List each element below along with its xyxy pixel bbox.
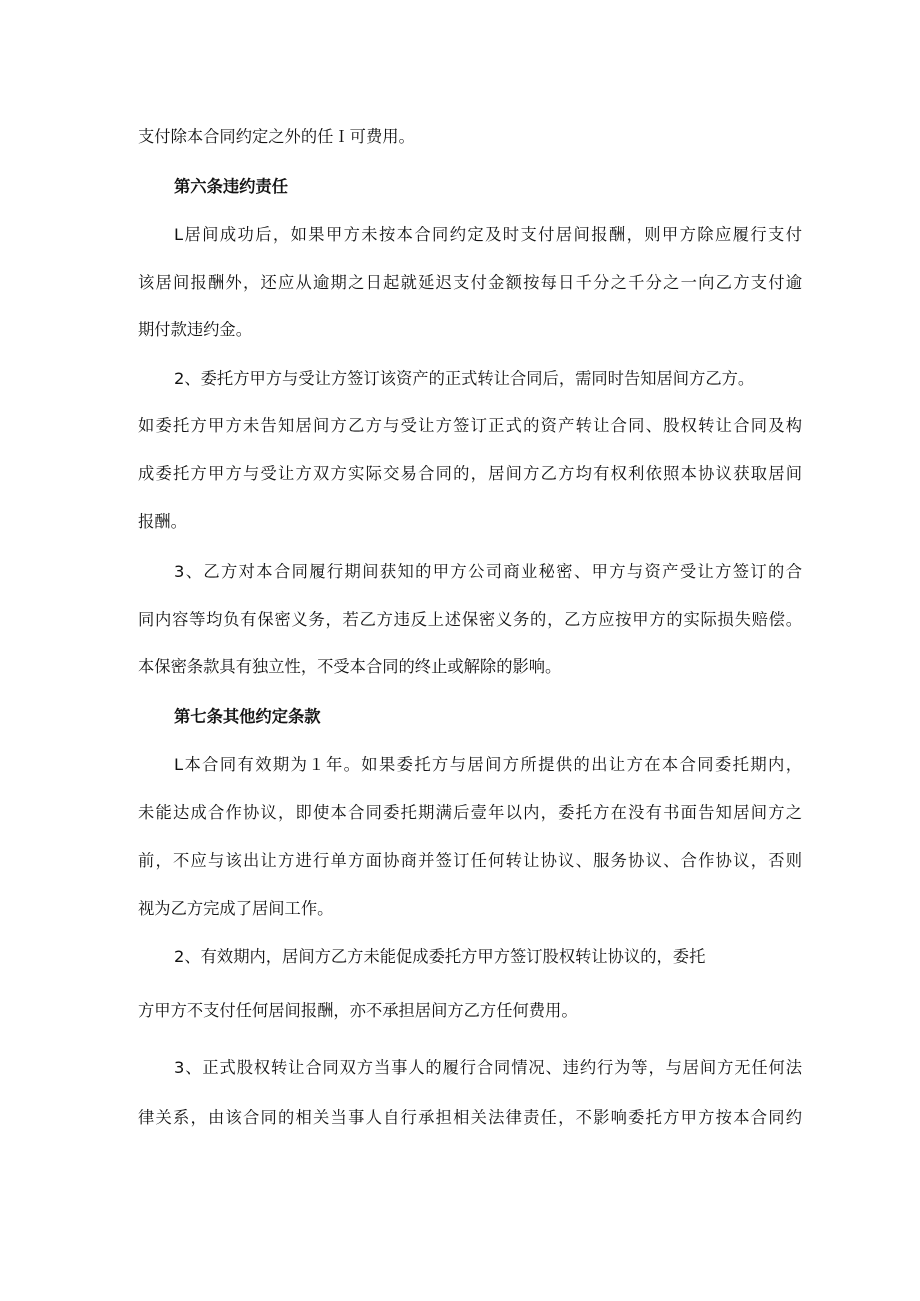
paragraph-line: 未能达成合作协议，即使本合同委托期满后壹年以内，委托方在没有书面告知居间方之 [138,803,802,822]
paragraph-line: 报酬。 [138,512,187,531]
paragraph-line: 视为乙方完成了居间工作。 [138,899,334,918]
paragraph-line: 前，不应与该出让方进行单方面协商并签订任何转让协议、服务协议、合作协议，否则 [138,851,802,870]
paragraph-line: L本合同有效期为１年。如果委托方与居间方所提供的出让方在本合同委托期内， [174,755,802,774]
paragraph-line: 律关系，由该合同的相关当事人自行承担相关法律责任，不影响委托方甲方按本合同约 [138,1108,802,1127]
paragraph-line: 2、委托方甲方与受让方签订该资产的正式转让合同后，需同时告知居间方乙方。 [174,369,755,388]
paragraph-line: 2、有效期内，居间方乙方未能促成委托方甲方签订股权转让协议的，委托 [174,947,706,966]
paragraph-line: 成委托方甲方与受让方双方实际交易合同的，居间方乙方均有权利依照本协议获取居间 [138,464,802,483]
paragraph-line: 支付除本合同约定之外的任Ｉ可费用。 [138,127,415,146]
section-heading-article-6: 第六条违约责任 [174,177,288,196]
paragraph-line: 该居间报酬外，还应从逾期之日起就延迟支付金额按每日千分之千分之一向乙方支付逾 [138,273,802,292]
section-heading-article-7: 第七条其他约定条款 [174,707,321,726]
paragraph-line: 方甲方不支付任何居间报酬，亦不承担居间方乙方任何费用。 [138,1001,578,1020]
paragraph-line: 期付款违约金。 [138,320,252,339]
paragraph-line: 3、正式股权转让合同双方当事人的履行合同情况、违约行为等，与居间方无任何法 [174,1058,802,1077]
paragraph-line: L居间成功后，如果甲方未按本合同约定及时支付居间报酬，则甲方除应履行支付 [174,225,802,244]
paragraph-line: 同内容等均负有保密义务，若乙方违反上述保密义务的，乙方应按甲方的实际损失赔偿。 [138,610,802,629]
paragraph-line: 本保密条款具有独立性，不受本合同的终止或解除的影响。 [138,657,562,676]
paragraph-line: 如委托方甲方未告知居间方乙方与受让方签订正式的资产转让合同、股权转让合同及构 [138,416,802,435]
paragraph-line: 3、乙方对本合同履行期间获知的甲方公司商业秘密、甲方与资产受让方签订的合 [174,562,802,581]
